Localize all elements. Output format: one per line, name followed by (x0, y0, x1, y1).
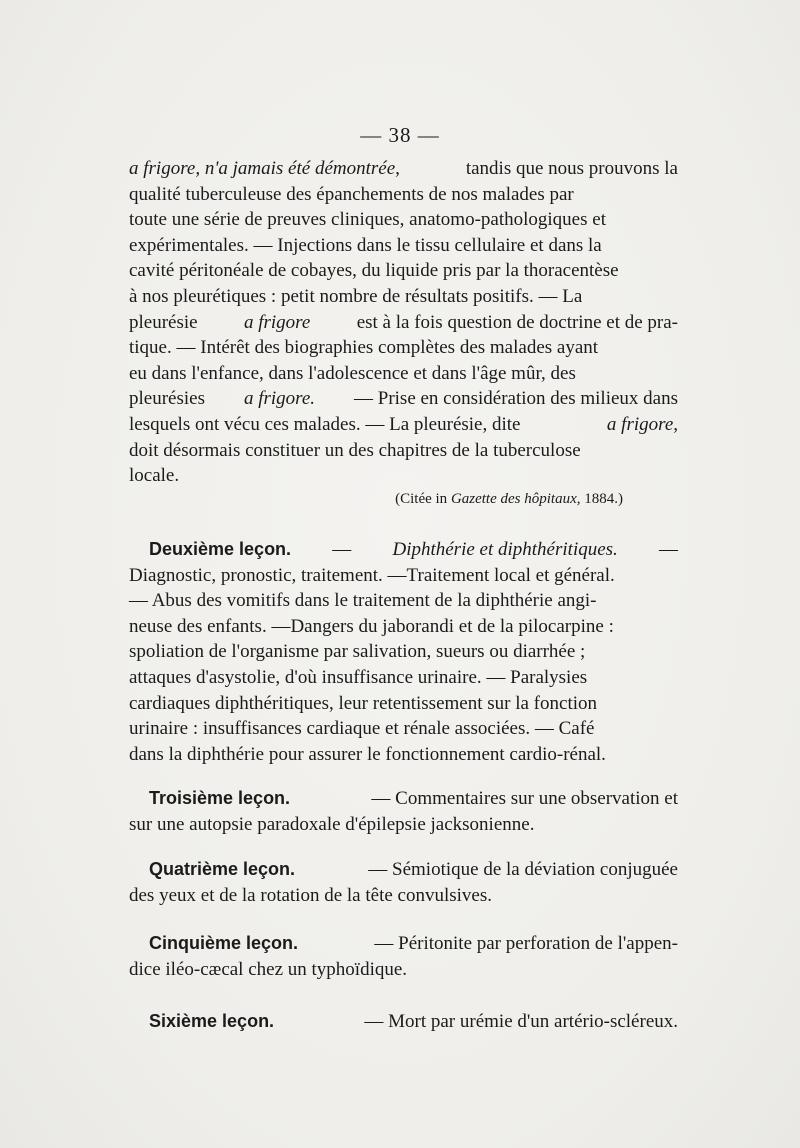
italic-phrase: a frigore, (606, 413, 678, 435)
text-line: attaques d'asystolie, d'où insuffisance urinaire. — Paralysies (129, 666, 588, 688)
lesson-subject: Diphthérie et diphthéritiques. (392, 539, 618, 560)
italic-phrase: a frigore, n'a jamais été démontrée, (129, 158, 400, 179)
paragraph-pleurisy (129, 156, 678, 489)
text-line: dice iléo-cæcal chez un typhoïdique. (129, 958, 408, 980)
text-fragment: est à la fois question de doctrine et de pra- (356, 311, 678, 333)
text-fragment: — Mort par urémie d'un artério-scléreux. (364, 1011, 678, 1032)
text-line: dans la diphthérie pour assurer le fonctionnement cardio-rénal. (129, 743, 606, 765)
text-line: à nos pleurétiques : petit nombre de résultats positifs. — La (129, 285, 583, 307)
text-line: urinaire : insuffisances cardiaque et rénale associées. — Café (129, 718, 595, 740)
dash: — (659, 539, 678, 560)
lesson-4 (129, 857, 678, 908)
lesson-3 (129, 786, 678, 837)
dash: — (332, 539, 352, 560)
text-line (129, 412, 678, 438)
citation-journal: Gazette des hôpitaux, (450, 491, 581, 507)
citation (395, 491, 623, 508)
text-line: sur une autopsie paradoxale d'épilepsie jacksonienne. (129, 813, 535, 835)
italic-phrase: a frigore (243, 311, 311, 333)
lesson-heading-line (129, 857, 678, 883)
text-fragment: tandis que nous prouvons la (465, 158, 678, 179)
text-line (129, 386, 678, 412)
text-line: spoliation de l'organisme par salivation, sueurs ou diarrhée ; (129, 641, 586, 663)
italic-phrase: a frigore. (243, 388, 316, 410)
text-fragment: — Sémiotique de la déviation conjuguée (368, 859, 678, 880)
lesson-title: Sixième leçon. (149, 1011, 275, 1031)
text-line: qualité tuberculeuse des épanchements de nos malades par (129, 183, 574, 205)
lesson-6 (129, 1009, 678, 1035)
text-line: doit désormais constituer un des chapitres de la tuberculose (129, 439, 581, 461)
lesson-heading-line (129, 537, 678, 563)
text-line: — Abus des vomitifs dans le traitement de la diphthérie angi- (129, 590, 597, 612)
text-line (129, 156, 678, 182)
lesson-heading-line (129, 1009, 678, 1035)
lesson-title: Quatrième leçon. (149, 859, 296, 879)
text-line: cardiaques diphthéritiques, leur retentissement sur la fonction (129, 692, 597, 714)
text-line: locale. (129, 465, 180, 487)
lesson-2 (129, 537, 678, 767)
lesson-heading-line (129, 786, 678, 812)
text-line: tique. — Intérêt des biographies complètes des malades ayant (129, 337, 599, 359)
text-line: des yeux et de la rotation de la tête convulsives. (129, 884, 492, 906)
citation-prefix: (Citée in (395, 491, 448, 507)
text-line: toute une série de preuves cliniques, anatomo-pathologiques et (129, 209, 606, 231)
page-number: — 38 — (360, 123, 440, 147)
lesson-title: Cinquième leçon. (149, 933, 299, 953)
lesson-5 (129, 931, 678, 982)
text-line: cavité péritonéale de cobayes, du liquide pris par la thoracentèse (129, 260, 619, 282)
lesson-heading-line (129, 931, 678, 957)
text-line: eu dans l'enfance, dans l'adolescence et dans l'âge mûr, des (129, 362, 576, 384)
text-line: neuse des enfants. —Dangers du jaborandi et de la pilocarpine : (129, 615, 614, 637)
lesson-title: Troisième leçon. (149, 788, 291, 808)
text-fragment: lesquels ont vécu ces malades. — La pleurésie, dite (129, 413, 521, 435)
text-fragment: — Commentaires sur une observation et (371, 788, 678, 809)
text-line: Diagnostic, pronostic, traitement. —Traitement local et général. (129, 564, 615, 586)
text-line (129, 310, 678, 336)
text-fragment: pleurésie (129, 311, 198, 333)
lesson-title: Deuxième leçon. (149, 539, 292, 559)
text-fragment: pleurésies (129, 388, 205, 410)
text-line: expérimentales. — Injections dans le tissu cellulaire et dans la (129, 234, 602, 256)
text-fragment: — Prise en considération des milieux dans (354, 388, 678, 410)
citation-suffix: 1884.) (584, 491, 623, 507)
text-fragment: — Péritonite par perforation de l'appen- (374, 933, 678, 954)
